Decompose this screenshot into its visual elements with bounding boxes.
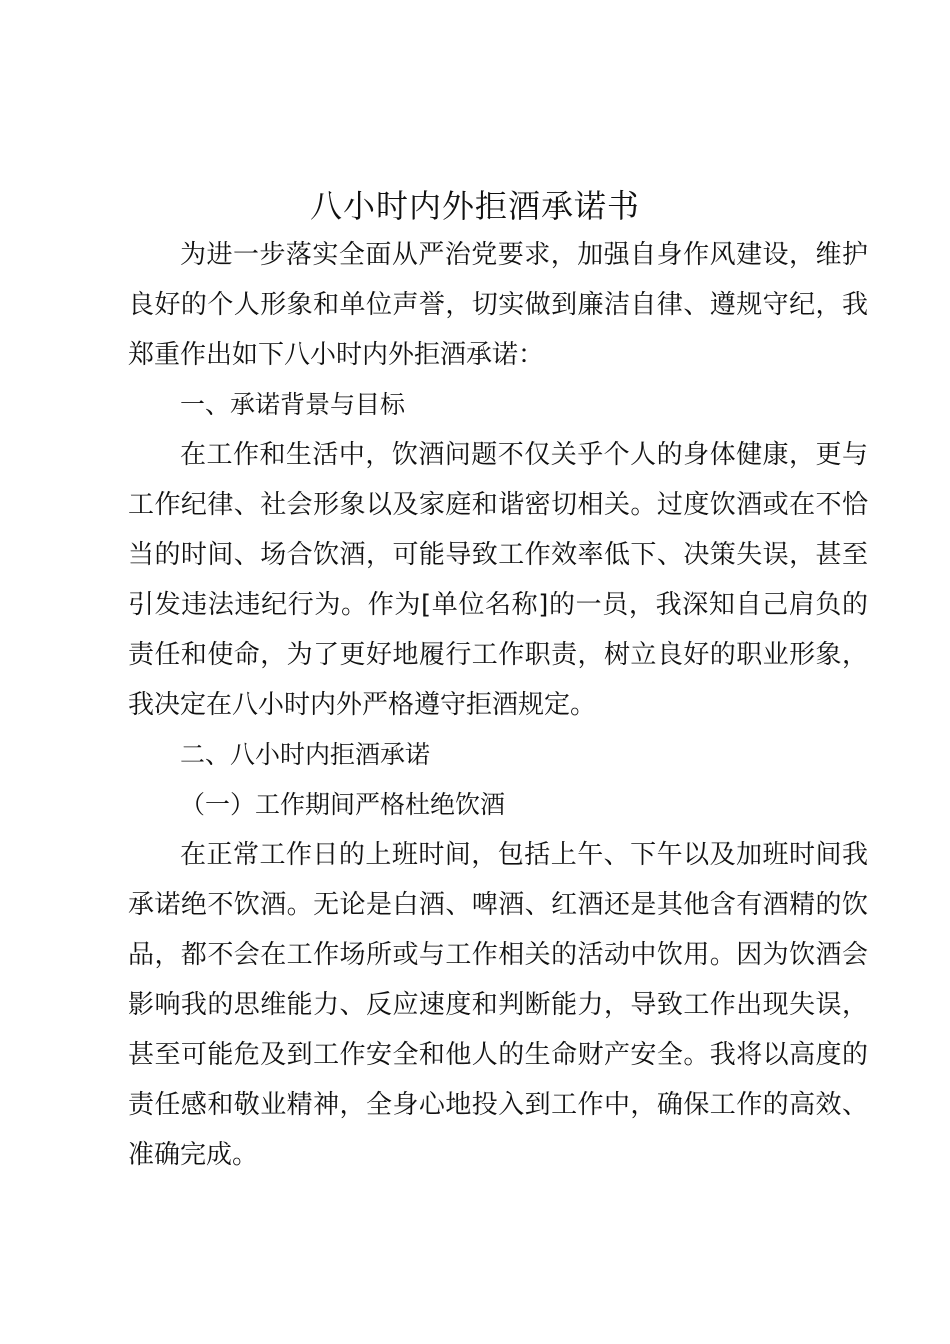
section-1-paragraph: 在工作和生活中，饮酒问题不仅关乎个人的身体健康，更与工作纪律、社会形象以及家庭和谐密切相关。过度饮酒或在不恰当的时间、场合饮酒，可能导致工作效率低下、决策失误，甚至引发违法违纪行为。作为[单位名称]的一员，我深知自己肩负的责任和使命，为了更好地履行工作职责，树立良好的职业形象，我决定在八小时内外严格遵守拒酒规定。 — [128, 440, 868, 720]
section-2-heading: 二、八小时内拒酒承诺 — [180, 740, 431, 769]
subsection-1-heading: （一）工作期间严格杜绝饮酒 — [180, 790, 506, 819]
document-title: 八小时内外拒酒承诺书 — [309, 187, 640, 225]
document-body — [128, 230, 868, 1180]
section-1-heading: 一、承诺背景与目标 — [180, 390, 406, 419]
subsection-1-paragraph: 在正常工作日的上班时间，包括上午、下午以及加班时间我承诺绝不饮酒。无论是白酒、啤酒、红酒还是其他含有酒精的饮品，都不会在工作场所或与工作相关的活动中饮用。因为饮酒会影响我的思维能力、反应速度和判断能力，导致工作出现失误，甚至可能危及到工作安全和他人的生命财产安全。我将以高度的责任感和敬业精神，全身心地投入到工作中，确保工作的高效、准确完成。 — [128, 840, 868, 1170]
intro-paragraph: 为进一步落实全面从严治党要求，加强自身作风建设，维护良好的个人形象和单位声誉，切实做到廉洁自律、遵规守纪，我郑重作出如下八小时内外拒酒承诺： — [128, 240, 868, 370]
